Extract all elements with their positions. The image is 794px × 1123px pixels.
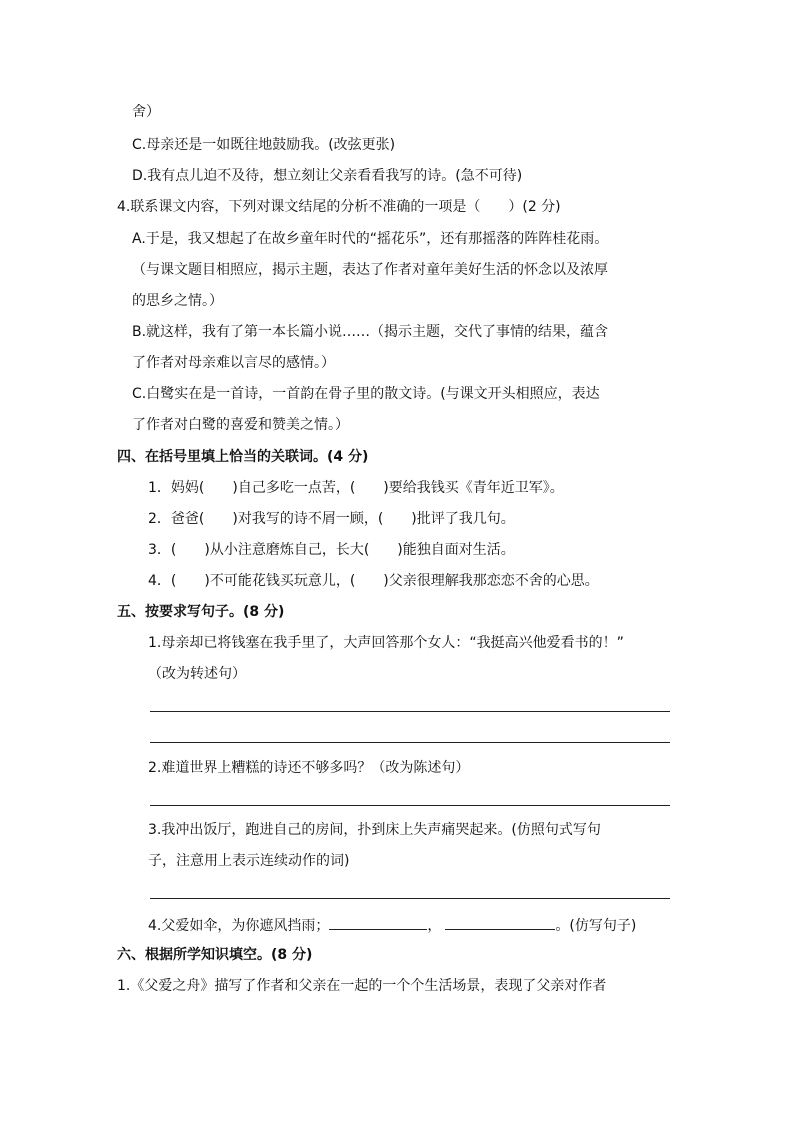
sec4-item-4: 4．( )不可能花钱买玩意儿，( )父亲很理解我那恋恋不舍的心思。 bbox=[148, 573, 599, 589]
sec6-q1: 1.《父爱之舟》描写了作者和父亲在一起的一个个生活场景，表现了父亲对作者 bbox=[117, 978, 607, 994]
q4-option-c-line1: C.白鹭实在是一首诗，一首韵在骨子里的散文诗。(与课文开头相照应，表达 bbox=[132, 386, 600, 402]
sec5-q3-line2: 子，注意用上表示连续动作的词) bbox=[148, 853, 350, 869]
q4-option-a-line1: A.于是，我又想起了在故乡童年时代的“摇花乐”，还有那摇落的阵阵桂花雨。 bbox=[132, 231, 609, 247]
option-c: C.母亲还是一如既往地鼓励我。(改弦更张) bbox=[132, 137, 396, 153]
sec5-q4 bbox=[148, 915, 636, 935]
fill-blank[interactable] bbox=[445, 915, 555, 930]
sec5-q2: 2.难道世界上糟糕的诗还不够多吗？（改为陈述句） bbox=[148, 760, 470, 776]
sec5-q1-line2: （改为转述句） bbox=[148, 666, 246, 682]
section-5-title: 五、按要求写句子。(8 分) bbox=[117, 604, 285, 620]
answer-line[interactable] bbox=[150, 898, 670, 899]
answer-line[interactable] bbox=[150, 805, 670, 806]
section-4-title: 四、在括号里填上恰当的关联词。(4 分) bbox=[117, 449, 369, 465]
q4-stem: 4.联系课文内容，下列对课文结尾的分析不准确的一项是（ ）(2 分) bbox=[117, 199, 561, 215]
sec4-item-2: 2．爸爸( )对我写的诗不屑一顾，( )批评了我几句。 bbox=[148, 511, 515, 527]
option-b-tail: 舍） bbox=[132, 104, 160, 120]
q4-option-a-line2: （与课文题目相照应，揭示主题，表达了作者对童年美好生活的怀念以及浓厚 bbox=[132, 262, 608, 278]
sec4-item-1: 1．妈妈( )自己多吃一点苦，( )要给我钱买《青年近卫军》。 bbox=[148, 480, 564, 496]
sec5-q4-suffix: 。(仿写句子) bbox=[555, 918, 637, 934]
section-6-title: 六、根据所学知识填空。(8 分) bbox=[117, 947, 313, 963]
q4-option-a-line3: 的思乡之情。） bbox=[132, 293, 223, 309]
fill-blank[interactable] bbox=[329, 915, 427, 930]
answer-line[interactable] bbox=[150, 711, 670, 712]
answer-line[interactable] bbox=[150, 742, 670, 743]
q4-option-b-line1: B.就这样，我有了第一本长篇小说……（揭示主题，交代了事情的结果，蕴含 bbox=[132, 324, 609, 340]
q4-option-c-line2: 了作者对白鹭的喜爱和赞美之情。） bbox=[132, 417, 349, 433]
sec4-item-3: 3．( )从小注意磨炼自己，长大( )能独自面对生活。 bbox=[148, 542, 515, 558]
option-d: D.我有点儿迫不及待，想立刻让父亲看看我写的诗。(急不可待) bbox=[132, 168, 523, 184]
q4-option-b-line2: 了作者对母亲难以言尽的感情。） bbox=[132, 355, 335, 371]
sec5-q4-comma: ， bbox=[427, 918, 442, 934]
sec5-q3-line1: 3.我冲出饭厅，跑进自己的房间，扑到床上失声痛哭起来。(仿照句式写句 bbox=[148, 822, 601, 838]
sec5-q1-line1: 1.母亲却已将钱塞在我手里了，大声回答那个女人：“我挺高兴他爱看书的！” bbox=[148, 635, 624, 651]
sec5-q4-prefix: 4.父爱如伞，为你遮风挡雨； bbox=[148, 918, 330, 934]
